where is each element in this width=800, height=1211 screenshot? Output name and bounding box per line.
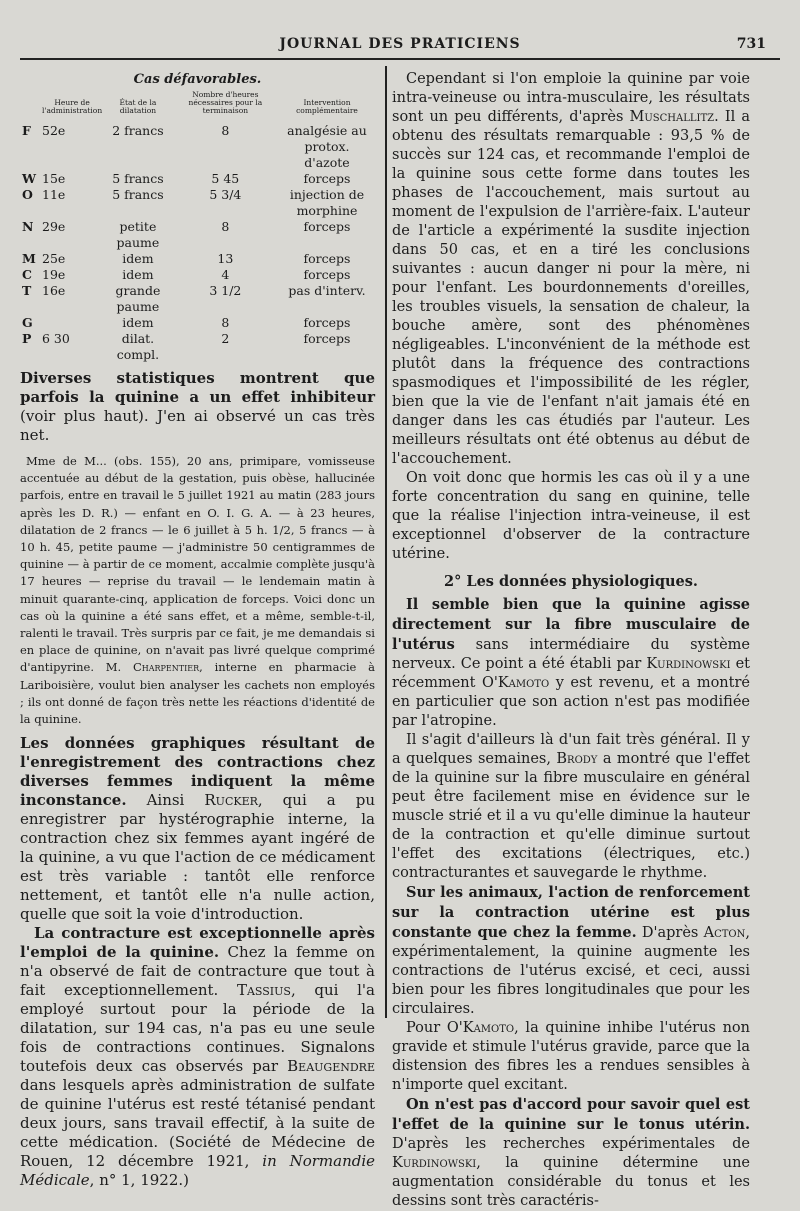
row-hours: 5 45 <box>211 171 240 186</box>
table-row <box>20 219 375 251</box>
row-hour: 6 30 <box>42 331 70 346</box>
paragraph-okamoto <box>392 1019 750 1095</box>
table-row <box>20 171 375 187</box>
author-name: Tassius <box>236 981 291 1000</box>
row-dilatation: idem <box>122 267 154 282</box>
text-fragment: D'après les recherches expérimentales de <box>392 1136 750 1152</box>
lead-graphic-data: Les données graphiques résultant de l'enregistrement des contractions chez diverses femmes indiquent la même inconstance. <box>20 734 375 810</box>
author-name: Kurdinowski <box>392 1155 477 1171</box>
text-graphic-data: , qui a pu enregistrer par hystérographie interne, la contraction chez six femmes ayant ingéré de la quinine, a vu que l'action de ce médicament est très variable : tantôt elle renforce nettement, et tantôt elle n'a nulle action, quelle que soit la voie d'introduction. <box>20 791 375 924</box>
row-intervention: forceps <box>303 315 351 330</box>
row-hours: 13 <box>217 251 234 266</box>
table-header-row <box>20 91 375 123</box>
author-name: Rucker <box>204 791 258 810</box>
row-hours: 5 3/4 <box>209 187 242 202</box>
case-report-text: Mme de M... (obs. 155), 20 ans, primipare, vomisseuse accentuée au début de la gestation, puis obèse, hallucinée parfois, entre en travail le 5 juillet 1921 au matin (283 jours après les D. R.) — enfant en O. I. G. A. — à 23 heures, dilatation de 2 francs — le 6 juillet à 5 h. 1/2, 5 francs — à 10 h. 45, petite paume — j'administre 50 centigrammes de quinine — à partir de ce moment, accalmie complète jusqu'à 17 heures — reprise du travail — le lendemain matin à minuit quarante-cinq, application de forceps. Voici donc un cas où la quinine a été sans effet, et a même, semble-t-il, ralenti le travail. Très surpris par ce fait, je me demandais si en place de quinine, on n'avait pas livré quelque comprimé d'antipyrine. M. <box>20 454 375 675</box>
text-fragment: y est revenu, et a montré en particulier que son action n'est pas modifiée par l'atropine. <box>392 675 750 729</box>
row-letter: W <box>22 171 37 186</box>
row-letter: G <box>22 315 33 330</box>
text-fragment: dans lesquels après administration de sulfate de quinine l'utérus est resté tétanisé pendant deux jours, sans travail effectif, à la suite de cette médication. (Société de Médecine de Rouen, 12 décembre 1921, <box>20 1076 375 1171</box>
row-hour: 52e <box>42 123 66 138</box>
section-heading: 2° Les données physiologiques. <box>444 573 698 590</box>
unfavorable-cases-table <box>20 91 375 363</box>
text-fragment: , qui l'a employé surtout pour la période de la dilatation, sur 194 cas, n'a pas eu une seule fois de contractions continues. Signalons toutefois deux cas observés par <box>20 981 375 1076</box>
row-dilatation: grande paume <box>115 283 161 314</box>
row-hours: 8 <box>221 123 230 138</box>
row-dilatation: petite paume <box>116 219 160 250</box>
row-hour: 16e <box>42 283 66 298</box>
author-name: Brody <box>556 751 598 767</box>
row-intervention: analgésie au protox. d'azote <box>287 123 367 170</box>
table-row <box>20 315 375 331</box>
lead-inhibitor: Diverses statistiques montrent que parfois la quinine a un effet inhibiteur <box>20 369 375 406</box>
text-fragment: Pour O' <box>406 1020 463 1036</box>
table-row <box>20 251 375 267</box>
paragraph-inhibitor <box>20 369 375 445</box>
row-dilatation: 2 francs <box>112 123 164 138</box>
text-fragment: Ainsi <box>126 791 205 810</box>
row-hour: 11e <box>42 187 66 202</box>
row-hour: 25e <box>42 251 66 266</box>
paragraph-general-fact <box>392 731 750 883</box>
row-dilatation: 5 francs <box>112 171 164 186</box>
row-letter: P <box>22 331 32 346</box>
row-dilatation: dilat. compl. <box>116 331 160 362</box>
lead-muscle-fiber: Il semble bien que la quinine agisse directement sur la fibre musculaire de l'utérus <box>392 596 750 653</box>
left-column <box>20 70 375 1190</box>
table-header-letter <box>20 91 40 123</box>
row-intervention: forceps <box>303 331 351 346</box>
row-letter: C <box>22 267 32 282</box>
text-fragment: Chez la femme on n'a observé de fait de contracture que tout à fait exceptionnellement. <box>20 943 375 1000</box>
page-number: 731 <box>736 36 766 52</box>
paragraph-conclusion: On voit donc que hormis les cas où il y a une forte concentration du sang en quinine, telle que la réalise l'injection intra-veineuse, il est exceptionnel d'observer de la contracture utérine. <box>392 470 750 562</box>
row-hours: 8 <box>221 219 230 234</box>
paragraph-tonus <box>392 1095 750 1211</box>
author-name: Kurdinowski <box>646 656 731 672</box>
author-name: Charpentier <box>132 660 200 675</box>
row-dilatation: idem <box>122 315 154 330</box>
paragraph-intravenous <box>392 70 750 469</box>
row-letter: T <box>22 283 32 298</box>
row-dilatation: idem <box>122 251 154 266</box>
author-name: Acton <box>703 925 746 941</box>
row-intervention: forceps <box>303 267 351 282</box>
paragraph-muscle-fiber <box>392 595 750 731</box>
text-fragment: Cependant si l'on emploie la quinine par voie intra-veineuse ou intra-musculaire, les résultats sont un peu différents, d'après <box>392 71 750 125</box>
row-hours: 8 <box>221 315 230 330</box>
lead-tonus: On n'est pas d'accord pour savoir quel est l'effet de la quinine sur le tonus utérin. <box>392 1096 750 1133</box>
header-rule <box>20 58 780 60</box>
text-fragment: sans intermédiaire du système nerveux. Ce point a été établi par <box>392 637 750 672</box>
author-name: Kamoto <box>497 675 550 691</box>
row-hour: 19e <box>42 267 66 282</box>
table-header-dilatation: État de la dilatation <box>119 98 157 115</box>
table-row <box>20 187 375 219</box>
right-column <box>392 70 750 1211</box>
row-hour <box>40 315 104 331</box>
row-intervention: injection de morphine <box>289 187 365 218</box>
column-divider <box>385 66 387 1018</box>
journal-name: in Normandie Médicale <box>20 1152 375 1190</box>
text-fragment: Il s'agit d'ailleurs là d'un fait très général. Il y a quelques semaines, <box>392 732 750 767</box>
row-hour: 15e <box>42 171 66 186</box>
text-fragment: . Il a obtenu des résultats remarquable : 93,5 % de succès sur 124 cas, et recommande l'emploi de la quinine sous cette forme dans toutes les phases de l'accouchement, mais surtout au moment de l'expulsion de l'arrière-faix. L'auteur de l'article a expérimenté la susdite injection dans 50 cas, et en a tiré les conclusions suivantes : aucun danger ni pour la mère, ni pour l'enfant. Les bourdonnements d'oreilles, les troubles visuels, la sensation de chaleur, la bouche amère, sont des phénomènes négligeables. L'inconvénient de la méthode est plutôt dans la fréquence des contractions spasmodiques et l'impossibilité de les régler, bien que la vie de l'enfant n'ait jamais été en danger dans les cas étudiés par l'auteur. Les meilleurs résultats ont été obtenus au début de l'accouchement. <box>392 109 750 467</box>
table-header-intervention: Intervention complémentaire <box>296 98 358 115</box>
row-intervention: forceps <box>303 251 351 266</box>
row-letter: F <box>22 123 31 138</box>
row-intervention: pas d'interv. <box>288 283 366 298</box>
lead-animals: Sur les animaux, l'action de renforcement sur la contraction utérine est plus constante que chez la femme. <box>392 884 750 941</box>
row-intervention: forceps <box>303 219 351 234</box>
table-caption: Cas défavorables. <box>133 72 262 87</box>
row-dilatation: 5 francs <box>112 187 164 202</box>
paragraph-contracture <box>20 924 375 1190</box>
table-row <box>20 331 375 363</box>
table-row <box>20 267 375 283</box>
text-fragment: , la quinine inhibe l'utérus non gravide et stimule l'utérus gravide, parce que la distension des fibres les a rendues sensibles à n'importe quel excitant. <box>392 1020 750 1093</box>
row-letter: M <box>22 251 36 266</box>
row-letter: O <box>22 187 33 202</box>
text-inhibitor: (voir plus haut). J'en ai observé un cas très net. <box>20 407 375 444</box>
paragraph-animals <box>392 883 750 1019</box>
table-header-hour: Heure de l'administration <box>42 98 103 115</box>
author-name: Kamoto <box>462 1020 515 1036</box>
row-letter: N <box>22 219 34 234</box>
author-name: Beaugendre <box>287 1057 375 1076</box>
author-name: Muschallitz <box>629 109 715 125</box>
lead-contracture: La contracture est exceptionnelle après l'emploi de la quinine. <box>20 924 375 962</box>
case-report-end: , interne en pharmacie à Lariboisière, voulut bien analyser les cachets non employés ; ils ont donné de façon très nette les réactions d'identité de la quinine. <box>20 660 375 727</box>
text-fragment: a montré que l'effet de la quinine sur la fibre musculaire en général peut être facilement mise en évidence sur le muscle strié et il a vu qu'elle diminue la hauteur de la contraction et qu'elle diminue surtout l'effet des excitations (électriques, etc.) contracturantes et sauvegarde le rhythme. <box>392 751 750 881</box>
table-row <box>20 283 375 315</box>
text-fragment: , expérimentalement, la quinine augmente les contractions de l'utérus excisé, et ceci, aussi bien pour les fibres longitudinales que pour les circulaires. <box>392 925 750 1017</box>
row-intervention: forceps <box>303 171 351 186</box>
text-fragment: D'après <box>636 925 704 941</box>
paragraph-graphic-data <box>20 734 375 924</box>
table-header-hours: Nombre d'heures nécessaires pour la terminaison <box>188 90 263 115</box>
row-hours: 2 <box>221 331 230 346</box>
row-hours: 4 <box>221 267 230 282</box>
row-hours: 3 1/2 <box>209 283 242 298</box>
text-fragment: et récemment O' <box>392 656 750 691</box>
paragraph-case-report <box>20 453 375 728</box>
table-row <box>20 123 375 171</box>
running-head: JOURNAL DES PRATICIENS <box>279 36 521 52</box>
row-hour: 29e <box>42 219 66 234</box>
text-fragment: , n° 1, 1922.) <box>89 1171 189 1190</box>
text-fragment: , la quinine détermine une augmentation considérable du tonus et les dessins sont très caractéris- <box>392 1155 750 1209</box>
